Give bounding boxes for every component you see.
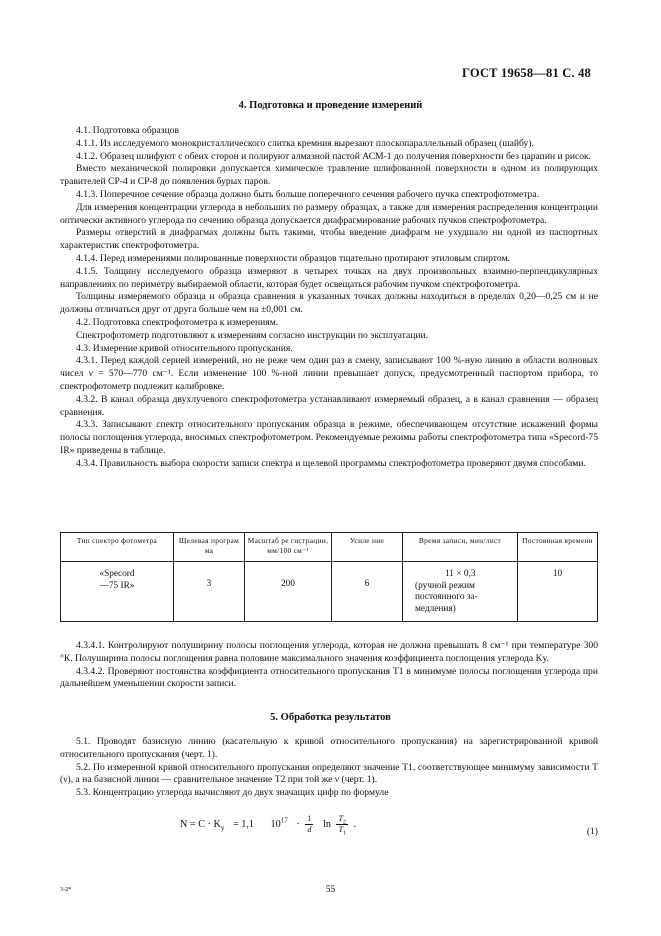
- table-header-row: [61, 533, 598, 562]
- section-4-continued-text: [60, 640, 598, 691]
- paragraph: Спектрофотометр подготовляют к измерениям согласно инструкции по эксплуатации.: [76, 329, 429, 341]
- fraction-denominator: d: [307, 825, 312, 834]
- table-header-cell: Тип спектро фотометра: [61, 533, 174, 562]
- paragraph: 4.2. Подготовка спектрофотометра к измерениям.: [76, 316, 279, 328]
- paragraph: Толщины измеряемого образца и образца сравнения в указанных точках должны находиться в пределах 0,20—0,25 см и не должны отличаться друг от друга больше чем на ±0,001 см.: [60, 291, 598, 316]
- cell-value: 10: [552, 569, 563, 579]
- formula-number: (1): [586, 826, 598, 837]
- table-header-cell: Время записи, мин/лист: [403, 533, 518, 562]
- paragraph: 4.3.1. Перед каждой серией измерений, но не реже чем один раз в смену, записывают 100 %-ную линию в области волновых чисел ν = 570—770 см⁻¹. Если изменение 100 %-ной линии превышает допуск, предусмотренный паспортом прибора, то спектрофотометр подлежит калибровке.: [60, 355, 598, 392]
- paragraph: 4.1.2. Образец шлифуют с обеих сторон и полируют алмазной пастой АСМ-1 до получения поверхности без царапин и рисок.: [76, 150, 592, 162]
- denominator-subscript: 1: [343, 830, 346, 837]
- paragraph: 4.3.4. Правильность выбора скорости записи спектра и щелевой программы спектрофотометра проверяют двумя способами.: [76, 457, 586, 469]
- paragraph: 5.2. По измеренной кривой относительного пропускания определяют значение T1, соответствующее минимуму зависимости T (ν), а на базисной линии — сравнительное значение T2 при той же ν (черт. 1).: [60, 761, 598, 786]
- cell-value: 3: [206, 579, 212, 589]
- formula-coefficient: = 1,1: [232, 819, 254, 830]
- spectrophotometer-modes-table: [60, 532, 598, 622]
- carbon-concentration-formula: [180, 814, 356, 835]
- page-number: 55: [325, 884, 336, 895]
- cell-line: (ручной режим: [415, 580, 475, 591]
- table-row: [61, 562, 598, 622]
- table-header-cell: Усиле ние: [332, 533, 403, 562]
- table-cell-slit: [174, 562, 245, 622]
- standard-header: ГОСТ 19658—81 С. 48: [462, 66, 591, 80]
- fraction-numerator: 1: [307, 814, 312, 823]
- paragraph: 5.3. Концентрацию углерода вычисляют до двух значащих цифр по формуле: [76, 787, 389, 799]
- numerator-subscript: 2: [343, 819, 346, 826]
- paragraph: 4.3.4.2. Проверяют постоянства коэффициента относительного пропускания T1 в минимуме полосы поглощения углерода при дальнейшем уменьшении скорости записи.: [60, 665, 598, 690]
- table-cell-gain: [332, 562, 403, 622]
- paragraph: 4.3.2. В канал образца двухлучевого спектрофотометра устанавливают измеряемый образец, а в канал сравнения — образец сравнения.: [60, 393, 598, 418]
- paragraph: 4.3. Измерение кривой относительного пропускания.: [76, 342, 293, 354]
- fraction-denominator: [336, 825, 347, 835]
- paragraph: Для измерения концентрации углерода в небольших по размеру образцах, а также для измерения распределения концентрации оптически активного углерода по сечению образца допускается диафрагмирование рабочих пучков спектрофотометра.: [60, 201, 598, 226]
- formula-end: .: [353, 819, 356, 830]
- paragraph: 4.1. Подготовка образцов: [76, 125, 180, 136]
- section-4-text: [60, 125, 598, 471]
- numerator-symbol: T: [338, 814, 344, 823]
- table-header-cell: Щелевая програм ма: [174, 533, 245, 562]
- table-cell-time: [403, 562, 518, 622]
- paragraph: 4.1.4. Перед измерениями полированные поверхности образцов тщательно протирают этиловым спиртом.: [76, 252, 510, 264]
- cell-value: 6: [364, 579, 370, 589]
- section-5-title: 5. Обработка результатов: [270, 712, 391, 723]
- cell-value: 200: [281, 579, 295, 589]
- formula-lhs-subscript: у: [220, 823, 225, 832]
- table-cell-constant: [518, 562, 598, 622]
- table-header-cell: Масштаб ре гистрации, мм/100 см⁻¹: [245, 533, 332, 562]
- cell-line: «Specord: [99, 569, 135, 579]
- formula-ln: ln: [322, 819, 331, 830]
- cell-line: —75 IR»: [99, 580, 135, 591]
- section-5-text: [60, 736, 598, 800]
- fraction-numerator: [336, 814, 347, 825]
- formula-fraction-transmission: [336, 814, 347, 835]
- paragraph: Размеры отверстий в диафрагмах должны быть такими, чтобы введение диафрагм не ухудшало ни одной из паспортных характеристик спектрофотометра.: [60, 227, 598, 252]
- table-header-cell: Постоянная времени: [518, 533, 598, 562]
- formula-power-exponent: 17: [280, 816, 288, 825]
- table-cell-type: [61, 562, 174, 622]
- formula-fraction-thickness: [305, 814, 313, 835]
- paragraph: Вместо механической полировки допускается химическое травление шлифованной поверхности в одном из полирующих травителей СР-4 и СР-8 до появления бурых паров.: [60, 163, 598, 188]
- formula-dot: ·: [296, 819, 300, 830]
- formula-power-base: 10: [270, 819, 281, 830]
- paragraph: 4.3.3. Записывают спектр относительного пропускания образца в режиме, обеспечивающем отсутствие искажений формы полосы поглощения углерода, вносимых спектрофотометром. Рекомендуемые режимы работы спектрофотометра типа «Specord-75 IR» приведены в таблице.: [60, 419, 598, 456]
- cell-line: постоянного за-: [415, 592, 478, 603]
- denominator-symbol: T: [338, 825, 344, 834]
- formula-lhs: N = C · K: [180, 819, 221, 830]
- section-4-title: 4. Подготовка и проведение измерений: [238, 100, 423, 111]
- paragraph: 5.1. Проводят базисную линию (касательную к кривой относительного пропускания) на зарегистрированной кривой относительного пропускания (черт. 1).: [60, 736, 598, 760]
- table-cell-scale: [245, 562, 332, 622]
- paragraph: 4.1.1. Из исследуемого монокристаллического слитка кремния вырезают плоскопараллельный образец (шайбу).: [76, 137, 534, 149]
- paragraph: 4.3.4.1. Контролируют полуширину полосы поглощения углерода, которая не должна превышать 8 см⁻¹ при температуре 300 °К. Полуширина полосы поглощения равна половине максимального значения коэффициента поглощения углерода Kу.: [60, 640, 598, 664]
- print-mark: 3-2*: [60, 886, 72, 893]
- cell-line: 11 × 0,3: [445, 569, 476, 579]
- paragraph: 4.1.3. Поперечное сечение образца должно быть больше поперечного сечения рабочего пучка спектрофотометра.: [76, 188, 539, 200]
- paragraph: 4.1.5. Толщину исследуемого образца измеряют в четырех точках на двух произвольных взаимно-перпендикулярных направлениях по периметру выбираемой области, которая будет освещаться рабочим пучком спектрофотометра.: [60, 265, 598, 290]
- cell-line: медления): [415, 603, 456, 614]
